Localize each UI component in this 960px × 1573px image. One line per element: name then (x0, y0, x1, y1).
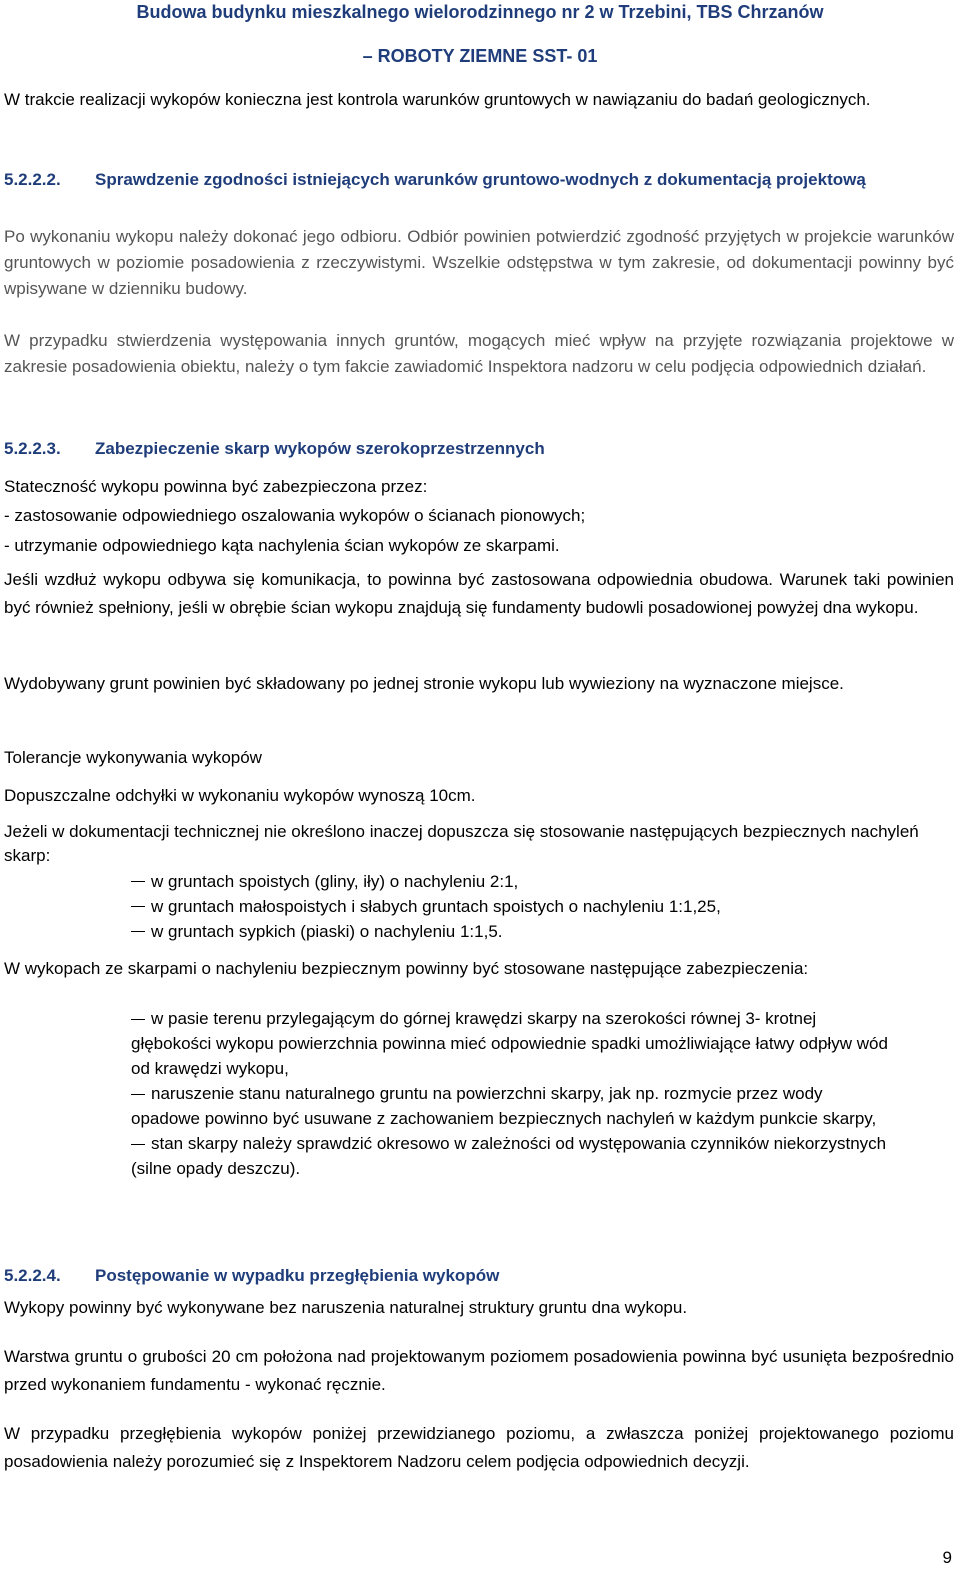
section-5224-paragraph-2: Warstwa gruntu o grubości 20 cm położona nad projektowanym poziomem posadowienia powinna być usunięta bezpośrednio przed wykonaniem fundamentu - wykonać ręcznie. (4, 1347, 954, 1394)
section-5224-paragraph-3: W przypadku przegłębienia wykopów poniżej przewidzianego poziomu, a zwłaszcza poniżej projektowanego poziomu posadowienia należy porozumieć się z Inspektorem Nadzoru celem podjęcia odpowiednich decyzji. (4, 1424, 954, 1471)
section-5222-paragraph-1: Po wykonaniu wykopu należy dokonać jego odbioru. Odbiór powinien potwierdzić zgodność przyjętych w projekcie warunków gruntowych w poziomie posadowienia z rzeczywistymi. Wszelkie odstępstwa w tym zakresie, od dokumentacji powinny być wpisywane w dzienniku budowy. (4, 227, 954, 298)
zabezpieczenia-list (131, 1006, 891, 1181)
section-5222-paragraph-2: W przypadku stwierdzenia występowania innych gruntów, mogących mieć wpływ na przyjęte rozwiązania projektowe w zakresie posadowienia obiektu, należy o tym fakcie zawiadomić Inspektora nadzoru w celu podjęcia odpowiednich działań. (4, 331, 954, 376)
wydobywany-grunt-paragraph: Wydobywany grunt powinien być składowany po jednej stronie wykopu lub wywieziony na wyznaczone miejsce. (4, 674, 844, 693)
intro-paragraph: W trakcie realizacji wykopów konieczna jest kontrola warunków gruntowych w nawiązaniu do badań geologicznych. (4, 90, 871, 109)
dash-marker (131, 1094, 145, 1095)
document-header-subtitle: – ROBOTY ZIEMNE SST- 01 (362, 46, 598, 66)
zabezpieczenia-intro: W wykopach ze skarpami o nachyleniu bezpiecznym powinny być stosowane następujące zabezpieczenia: (4, 959, 809, 978)
document-header-title: Budowa budynku mieszkalnego wielorodzinnego nr 2 w Trzebini, TBS Chrzanów (136, 2, 824, 22)
list-item-text: naruszenie stanu naturalnego gruntu na powierzchni skarpy, jak np. rozmycie przez wody opadowe powinno być usuwane z zachowaniem bezpiecznych nachyleń w każdym punkcie skarpy, (131, 1084, 877, 1128)
section-5224-paragraph-1: Wykopy powinny być wykonywane bez naruszenia naturalnej struktury gruntu dna wykopu. (4, 1298, 688, 1317)
list-item (131, 1081, 891, 1131)
dash-marker (131, 1019, 145, 1020)
statecznosc-item-1: - zastosowanie odpowiedniego oszalowania wykopów o ścianach pionowych; (4, 506, 586, 525)
dash-marker (131, 1144, 145, 1145)
list-item-text: w pasie terenu przylegającym do górnej krawędzi skarpy na szerokości równej 3- krotnej głębokości wykopu powierzchnia powinna mieć odpowiednie spadki umożliwiające łatwy odpływ wód od krawędzi wykopu, (131, 1009, 888, 1078)
nachylenia-intro: Jeżeli w dokumentacji technicznej nie określono inaczej dopuszcza się stosowanie następujących bezpiecznych nachyleń skarp: (4, 822, 919, 865)
section-title: Postępowanie w wypadku przegłębienia wykopów (95, 1266, 500, 1285)
statecznosc-item-2: - utrzymanie odpowiedniego kąta nachylenia ścian wykopów ze skarpami. (4, 536, 560, 555)
komunikacja-paragraph: Jeśli wzdłuż wykopu odbywa się komunikacja, to powinna być zastosowana odpowiednia obudowa. Warunek taki powinien być również spełniony, jeśli w obrębie ścian wykopu znajdują się fundamenty budowli posadowionej powyżej dna wykopu. (4, 570, 954, 617)
section-title: Sprawdzenie zgodności istniejących warunków gruntowo-wodnych z dokumentacją projektową (95, 170, 866, 189)
section-number: 5.2.2.3. (4, 439, 61, 458)
list-item (131, 1006, 891, 1081)
tolerancje-heading: Tolerancje wykonywania wykopów (4, 748, 262, 767)
statecznosc-line: Stateczność wykopu powinna być zabezpieczona przez: (4, 477, 428, 496)
section-title: Zabezpieczenie skarp wykopów szerokoprzestrzennych (95, 439, 545, 458)
section-number: 5.2.2.2. (4, 170, 61, 189)
list-item (131, 1131, 891, 1181)
list-item: w gruntach małospoistych i słabych gruntach spoistych o nachyleniu 1:1,25, (131, 894, 911, 919)
page-number: 9 (942, 1548, 952, 1567)
list-item: w gruntach spoistych (gliny, iły) o nachyleniu 2:1, (131, 869, 911, 894)
list-item: w gruntach sypkich (piaski) o nachyleniu 1:1,5. (131, 919, 911, 944)
dopuszczalne-odchylki: Dopuszczalne odchyłki w wykonaniu wykopów wynoszą 10cm. (4, 786, 476, 805)
nachylenia-list (131, 869, 911, 944)
list-item-text: stan skarpy należy sprawdzić okresowo w zależności od występowania czynników niekorzystnych (silne opady deszczu). (131, 1134, 887, 1178)
section-number: 5.2.2.4. (4, 1266, 61, 1285)
